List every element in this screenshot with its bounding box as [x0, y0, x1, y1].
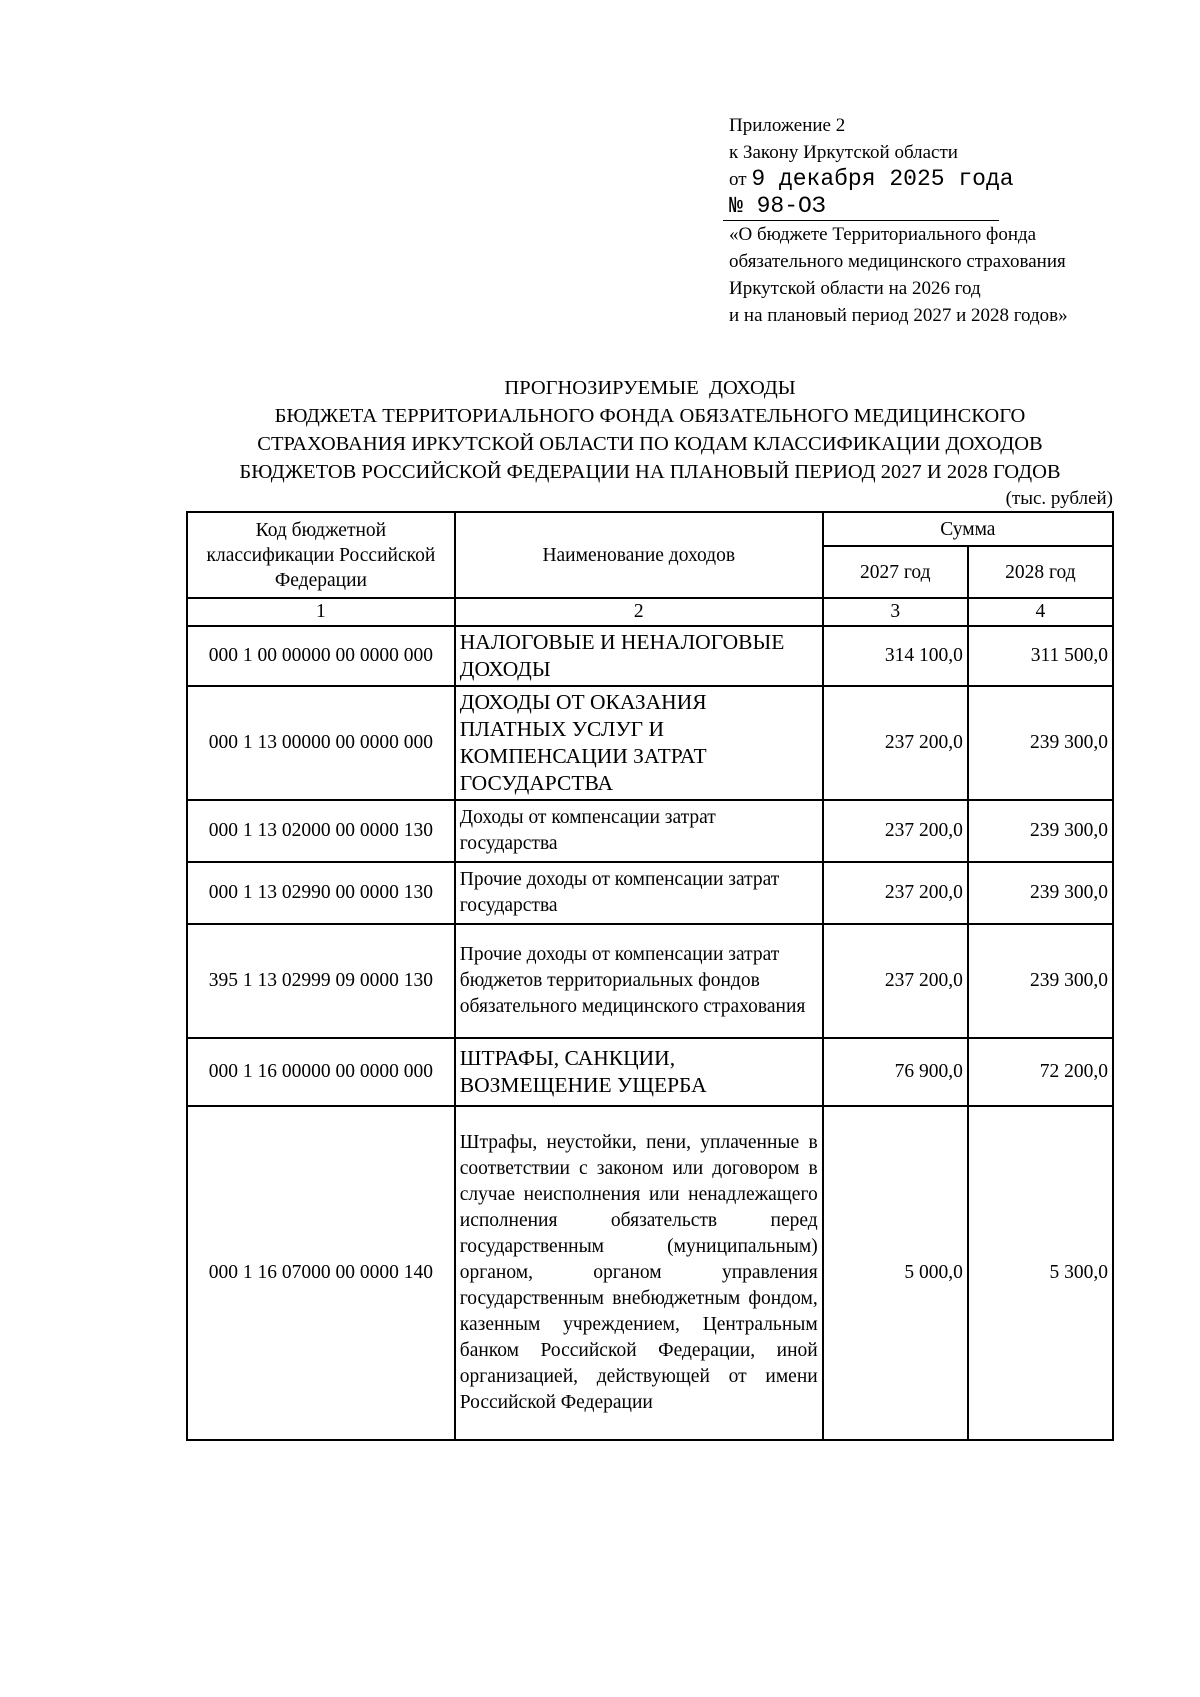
row-value-2028: 239 300,0 — [968, 924, 1113, 1038]
row-name: ШТРАФЫ, САНКЦИИ, ВОЗМЕЩЕНИЕ УЩЕРБА — [455, 1038, 823, 1106]
appendix-label: Приложение 2 — [729, 115, 846, 136]
header-code: Код бюджетной классификации Российской Федерации — [187, 512, 455, 598]
column-number: 4 — [968, 598, 1113, 626]
appendix-law-ref: к Закону Иркутской области — [729, 142, 958, 163]
appendix-law-title-1: «О бюджете Территориального фонда — [729, 224, 1037, 245]
row-name: Прочие доходы от компенсации затрат государства — [455, 862, 823, 924]
row-code: 000 1 13 02000 00 0000 130 — [187, 800, 455, 862]
column-number: 3 — [823, 598, 968, 626]
table-row — [187, 800, 1113, 862]
row-code: 395 1 13 02999 09 0000 130 — [187, 924, 455, 1038]
appendix-law-title-3: Иркутской области на 2026 год — [729, 278, 981, 299]
row-code: 000 1 13 00000 00 0000 000 — [187, 686, 455, 800]
appendix-law-title-2: обязательного медицинского страхования — [729, 251, 1066, 272]
row-name: НАЛОГОВЫЕ И НЕНАЛОГОВЫЕ ДОХОДЫ — [455, 626, 823, 686]
table-row — [187, 626, 1113, 686]
row-name: ДОХОДЫ ОТ ОКАЗАНИЯ ПЛАТНЫХ УСЛУГ И КОМПЕНСАЦИИ ЗАТРАТ ГОСУДАРСТВА — [455, 686, 823, 800]
row-value-2028: 239 300,0 — [968, 800, 1113, 862]
column-numbers-row — [187, 598, 1113, 626]
row-value-2027: 5 000,0 — [823, 1106, 968, 1440]
table-row — [187, 1038, 1113, 1106]
row-value-2028: 72 200,0 — [968, 1038, 1113, 1106]
row-value-2027: 76 900,0 — [823, 1038, 968, 1106]
appendix-law-title-4: и на плановый период 2027 и 2028 годов» — [729, 305, 1068, 326]
row-value-2027: 237 200,0 — [823, 924, 968, 1038]
appendix-number: № 98-ОЗ — [723, 193, 999, 221]
row-value-2027: 237 200,0 — [823, 862, 968, 924]
row-value-2028: 239 300,0 — [968, 686, 1113, 800]
row-value-2028: 5 300,0 — [968, 1106, 1113, 1440]
table-row — [187, 686, 1113, 800]
table-row — [187, 1106, 1113, 1440]
row-code: 000 1 16 00000 00 0000 000 — [187, 1038, 455, 1106]
table-header-row — [187, 512, 1113, 546]
row-value-2028: 311 500,0 — [968, 626, 1113, 686]
column-number: 1 — [187, 598, 455, 626]
row-value-2027: 237 200,0 — [823, 686, 968, 800]
document-title — [160, 374, 1140, 486]
appendix-date-line — [729, 166, 1068, 193]
title-line-4: БЮДЖЕТОВ РОССИЙСКОЙ ФЕДЕРАЦИИ НА ПЛАНОВЫЙ ПЕРИОД 2027 И 2028 ГОДОВ — [239, 461, 1061, 483]
title-line-3: СТРАХОВАНИЯ ИРКУТСКОЙ ОБЛАСТИ ПО КОДАМ КЛАССИФИКАЦИИ ДОХОДОВ — [257, 433, 1043, 455]
row-name: Прочие доходы от компенсации затрат бюджетов территориальных фондов обязательного медицинского страхования — [455, 924, 823, 1038]
header-sum: Сумма — [823, 512, 1113, 546]
row-name: Штрафы, неустойки, пени, уплаченные в соответствии с законом или договором в случае неисполнения или ненадлежащего исполнения обязательств перед государственным (муниципальным) органом, органом управления государственным внебюджетным фондом, казенным учреждением, Центральным банком Российской Федерации, иной организацией, действующей от имени Российской Федерации — [455, 1106, 823, 1440]
row-code: 000 1 13 02990 00 0000 130 — [187, 862, 455, 924]
row-value-2027: 237 200,0 — [823, 800, 968, 862]
table-row — [187, 862, 1113, 924]
header-year-2027: 2027 год — [823, 546, 968, 598]
row-name: Доходы от компенсации затрат государства — [455, 800, 823, 862]
title-line-1: ПРОГНОЗИРУЕМЫЕ ДОХОДЫ — [504, 377, 796, 399]
row-value-2028: 239 300,0 — [968, 862, 1113, 924]
appendix-block — [729, 112, 1068, 329]
appendix-number-line — [729, 193, 1068, 221]
header-year-2028: 2028 год — [968, 546, 1113, 598]
table-row — [187, 924, 1113, 1038]
row-code: 000 1 00 00000 00 0000 000 — [187, 626, 455, 686]
appendix-date: 9 декабря 2025 года — [751, 166, 1014, 192]
column-number: 2 — [455, 598, 823, 626]
units-label: (тыс. рублей) — [1005, 488, 1113, 509]
header-name: Наименование доходов — [455, 512, 823, 598]
appendix-date-prefix: от — [729, 169, 747, 190]
row-value-2027: 314 100,0 — [823, 626, 968, 686]
income-table — [186, 511, 1114, 1441]
title-line-2: БЮДЖЕТА ТЕРРИТОРИАЛЬНОГО ФОНДА ОБЯЗАТЕЛЬНОГО МЕДИЦИНСКОГО — [274, 405, 1026, 427]
row-code: 000 1 16 07000 00 0000 140 — [187, 1106, 455, 1440]
